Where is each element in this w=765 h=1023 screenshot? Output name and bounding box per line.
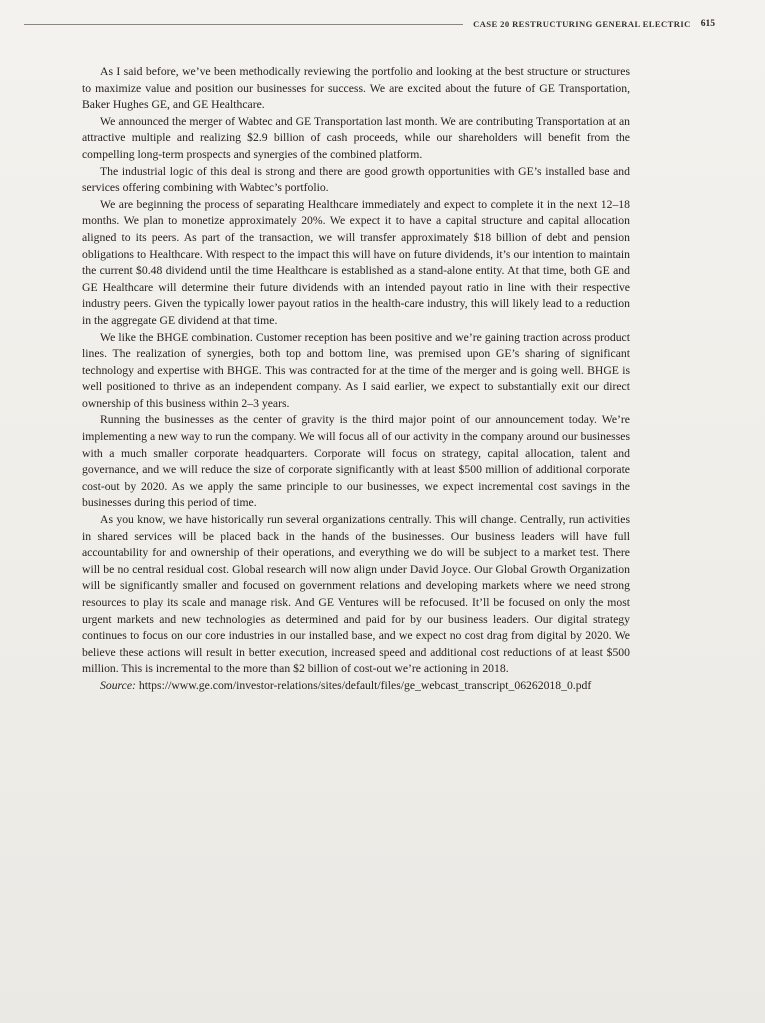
paragraph: We are beginning the process of separating Healthcare immediately and expect to complete it in the next 12–18 months. We plan to monetize approximately 20%. We expect it to have a capital structure and capital allocation aligned to its peers. As part of the transaction, we will transfer approximately $18 billion of debt and pension obligations to Healthcare. With respect to the impact this will have on future dividends, it’s our intention to maintain the current $0.48 dividend until the time Healthcare is established as a stand-alone entity. At that time, both GE and GE Healthcare will determine their future dividends with an intended payout ratio in line with their respective industry peers. Given the typically lower payout ratios in the health-care industry, this will likely lead to a reduction in the aggregate GE dividend at that time. [82, 197, 630, 327]
body-text [82, 64, 630, 695]
paragraph: The industrial logic of this deal is strong and there are good growth opportunities with GE’s installed base and services offering combining with Wabtec’s portfolio. [82, 164, 630, 195]
page-header [24, 14, 715, 34]
source-label: Source: [100, 678, 136, 692]
source-citation [82, 678, 630, 695]
paragraph: As you know, we have historically run several organizations centrally. This will change. Centrally, run activities in shared services will be placed back in the hands of the businesses. Our business leaders will have full accountability for and ownership of their operations, and everything we do will be subject to a market test. There will be no central residual cost. Global research will now align under David Joyce. Our Global Growth Organization will be significantly smaller and focused on government relations and developing markets where we need strong resources to play its scale and manage risk. And GE Ventures will be refocused. It’ll be focused on only the most urgent markets and new technologies as determined and paid for by our business leaders. Our digital strategy continues to focus on our core industries in our installed base, and we expect no cost drag from digital by 2020. We believe these actions will result in better execution, increased speed and additional cost reductions of at least $500 million. This is incremental to the more than $2 billion of cost-out we’re actioning in 2018. [82, 513, 630, 676]
paragraph: We like the BHGE combination. Customer reception has been positive and we’re gaining traction across product lines. The realization of synergies, both top and bottom line, was premised upon GE’s sharing of significant technology and expertise with BHGE. This was contracted for at the time of the merger and is going well. BHGE is well positioned to thrive as an independent company. As I said earlier, we expect to substantially exit our direct ownership of this business within 2–3 years. [82, 330, 630, 410]
paragraph: As I said before, we’ve been methodically reviewing the portfolio and looking at the best structure or structures to maximize value and position our businesses for success. We are excited about the future of GE Transportation, Baker Hughes GE, and GE Healthcare. [82, 65, 630, 112]
header-rule [24, 24, 463, 25]
running-head: CASE 20 RESTRUCTURING GENERAL ELECTRIC [473, 19, 691, 29]
page-number: 615 [700, 19, 715, 29]
source-url: https://www.ge.com/investor-relations/sites/default/files/ge_webcast_transcript_06262018_0.pdf [138, 678, 592, 692]
paragraph: Running the businesses as the center of gravity is the third major point of our announcement today. We’re implementing a new way to run the company. We will focus all of our activity in the company around our businesses with a much smaller corporate headquarters. Corporate will focus on strategy, capital allocation, talent and governance, and we will reduce the size of corporate significantly with at least $500 million of additional corporate cost-out by 2020. As we apply the same principle to our businesses, we expect incremental cost savings in the businesses during this period of time. [82, 413, 630, 510]
paragraph: We announced the merger of Wabtec and GE Transportation last month. We are contributing Transportation at an attractive multiple and realizing $2.9 billion of cash proceeds, while our shareholders will benefit from the compelling long-term prospects and synergies of the combined platform. [82, 114, 630, 161]
